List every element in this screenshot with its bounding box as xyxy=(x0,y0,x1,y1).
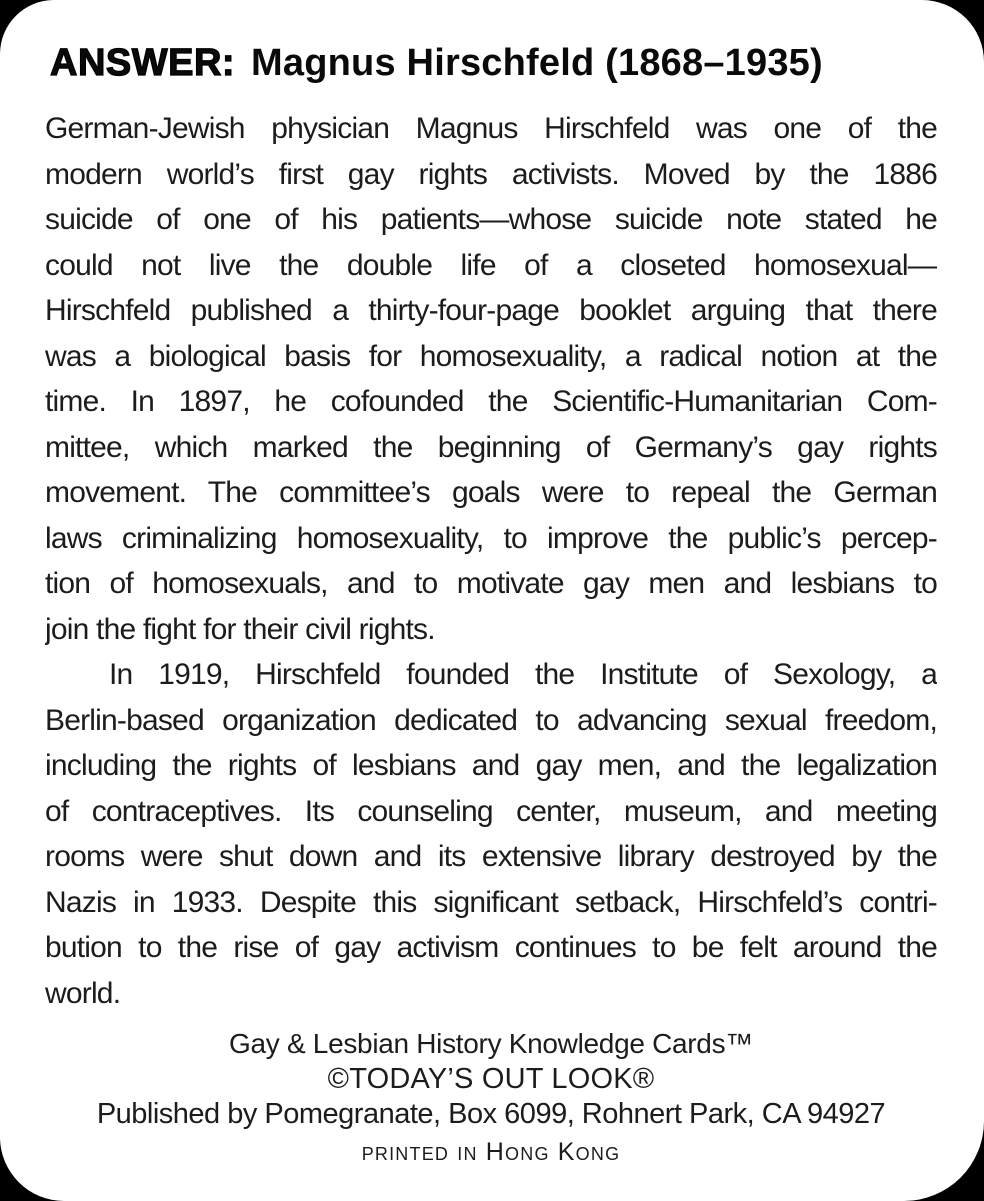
card-content xyxy=(45,40,937,1168)
body-line: including the rights of lesbians and gay men, and the legalization xyxy=(45,749,937,782)
body-line: mittee, which marked the beginning of Germany’s gay rights xyxy=(45,430,937,464)
body-line: time. In 1897, he cofounded the Scientific-Humanitarian Com- xyxy=(45,385,937,418)
copyright-line: ©TODAY’S OUT LOOK® xyxy=(327,1063,655,1095)
body-line: bution to the rise of gay activism continues to be felt around the xyxy=(45,931,937,964)
body-line: modern world’s first gay rights activists. Moved by the 1886 xyxy=(45,157,937,191)
printed-in-line: printed in Hong Kong xyxy=(361,1138,621,1166)
body-line: In 1919, Hirschfeld founded the Institute of Sexology, a xyxy=(109,658,937,691)
card-body xyxy=(45,106,937,1016)
body-line: was a biological basis for homosexuality, a radical notion at the xyxy=(45,339,937,373)
body-line: movement. The committee’s goals were to repeal the German xyxy=(45,476,937,509)
body-line: could not live the double life of a closeted homosexual— xyxy=(45,248,937,282)
answer-title xyxy=(45,40,937,86)
series-title: Gay & Lesbian History Knowledge Cards™ xyxy=(229,1028,753,1059)
body-line: tion of homosexuals, and to motivate gay men and lesbians to xyxy=(45,567,937,600)
answer-label: ANSWER: xyxy=(50,42,236,84)
body-line: rooms were shut down and its extensive library destroyed by the xyxy=(45,840,937,873)
body-line: Berlin-based organization dedicated to advancing sexual freedom, xyxy=(45,703,937,737)
body-line: Hirschfeld published a thirty-four-page booklet arguing that there xyxy=(45,294,937,327)
body-line: world. xyxy=(45,976,121,1010)
body-line: German-Jewish physician Magnus Hirschfeld was one of the xyxy=(45,112,937,145)
body-line: Nazis in 1933. Despite this significant setback, Hirschfeld’s contri- xyxy=(45,885,937,919)
card-footer xyxy=(45,1026,937,1168)
body-line: laws criminalizing homosexuality, to improve the public’s percep- xyxy=(45,521,937,555)
body-line: of contraceptives. Its counseling center, museum, and meeting xyxy=(45,794,937,828)
answer-person-name: Magnus Hirschfeld (1868–1935) xyxy=(251,42,823,84)
publisher-line: Published by Pomegranate, Box 6099, Rohnert Park, CA 94927 xyxy=(96,1098,886,1130)
body-line: join the fight for their civil rights. xyxy=(45,612,435,646)
body-line: suicide of one of his patients—whose suicide note stated he xyxy=(45,203,937,236)
